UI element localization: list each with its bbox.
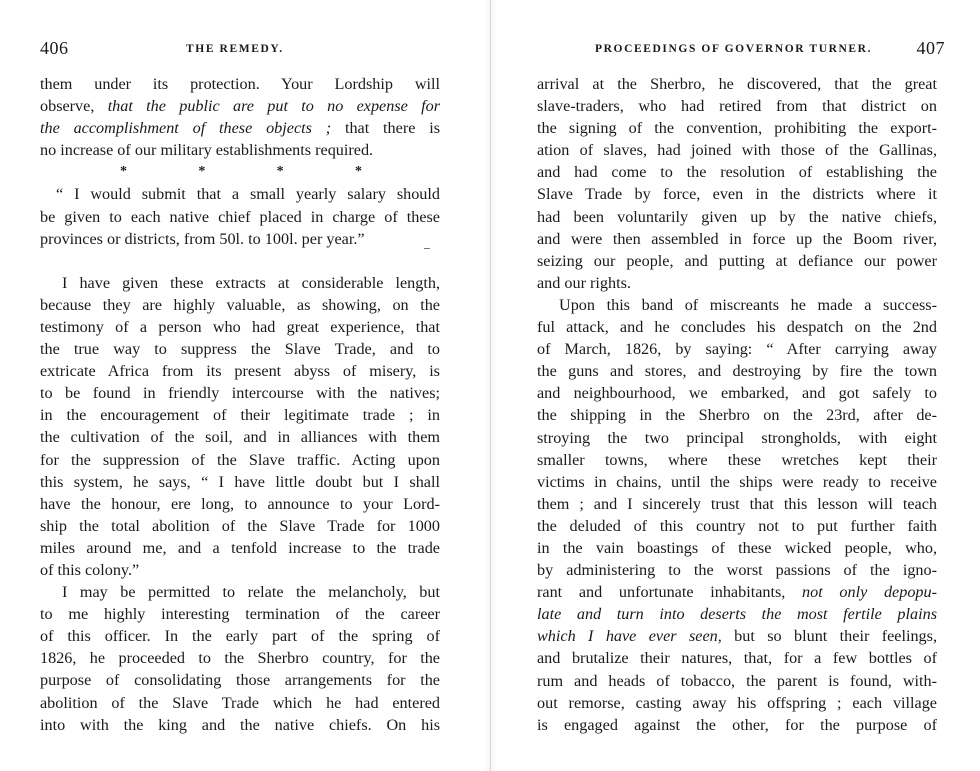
text-line: to be found in friendly intercourse with the natives; [40, 384, 440, 403]
text-line: victims in chains, until the ships were ready to receive [537, 472, 937, 491]
text-run: them under its protection. Your Lordship will [40, 75, 440, 93]
italic-text: which I have ever seen, [537, 627, 722, 646]
text-line: the cultivation of the soil, and in alliances with them [40, 428, 440, 447]
text-line: be given to each native chief placed in charge of these [40, 207, 440, 226]
text-run: but so blunt their feelings, [721, 627, 937, 646]
right-paragraph-1 [537, 73, 937, 294]
text-run: observe, [40, 97, 108, 116]
text-line: and neighbourhood, we embarked, and got safely to [537, 384, 937, 403]
text-line: ful attack, and he concludes his despatch on the 2nd [537, 318, 937, 337]
text-run: and brutalize their natures, that, for a few bottles of [537, 649, 937, 668]
italic-text: not only depopu- [802, 583, 937, 602]
text-line: the guns and stores, and destroying by fire the town [537, 362, 937, 381]
right-running-title: PROCEEDINGS OF GOVERNOR TURNER. [595, 43, 873, 55]
text-line [40, 73, 440, 95]
right-page [537, 0, 945, 771]
asterisk: * [276, 164, 284, 180]
text-line: stroying the two principal strongholds, with eight [537, 428, 937, 447]
text-line: I have given these extracts at considerable length, [62, 273, 440, 292]
text-line: of March, 1826, by saying: “ After carrying away [537, 340, 937, 359]
left-page [40, 0, 440, 771]
text-line [537, 647, 937, 669]
stray-mark [424, 248, 430, 249]
text-line: and our rights. [537, 273, 631, 292]
italic-text: that the public are put to no expense for [107, 97, 440, 116]
asterisk: * [120, 164, 127, 180]
text-run: out remorse, casting away his offspring ; each village [537, 693, 937, 712]
text-line: miles around me, and a tenfold increase to the trade [40, 538, 440, 557]
text-line: ship the total abolition of the Slave Trade for 1000 [40, 516, 440, 535]
text-line [40, 95, 440, 117]
left-running-title: THE REMEDY. [186, 43, 284, 55]
right-paragraph-2 [537, 294, 937, 581]
text-line: smaller towns, where these wretches kept their [537, 450, 937, 469]
left-running-head [40, 38, 440, 58]
text-run: rum and heads of tobacco, the parent is found, with- [537, 671, 937, 690]
text-line [40, 117, 440, 139]
text-run: rant and unfortunate inhabitants, [537, 583, 803, 602]
text-line [40, 139, 440, 161]
text-line: and had come to the resolution of establishing the [537, 163, 937, 182]
text-line [537, 714, 937, 736]
text-line: had been voluntarily given up by the native chiefs, [537, 207, 937, 226]
text-line: for the suppression of the Slave traffic. Acting upon [40, 450, 440, 469]
right-page-number: 407 [916, 38, 945, 58]
page-gutter [490, 0, 491, 771]
text-line: this system, he says, “ I have little doubt but I shall [40, 472, 440, 491]
italic-text: the accomplishment of these objects ; [40, 119, 332, 138]
text-run: is engaged against the other, for the purpose of [537, 715, 937, 734]
text-line: them ; and I sincerely trust that this lesson will teach [537, 494, 937, 513]
asterisk: * [198, 164, 206, 180]
text-line [537, 603, 937, 625]
text-run: no increase of our military establishments required. [40, 141, 374, 160]
left-paragraph-2 [40, 581, 440, 736]
text-line: and were then assembled in force up the Boom river, [537, 229, 937, 248]
left-page-number: 406 [40, 38, 69, 58]
text-line: Slave Trade by force, even in the districts where it [537, 185, 937, 204]
left-paragraph-1 [40, 272, 440, 581]
text-line [537, 670, 937, 692]
text-line: of this officer. In the early part of the spring of [40, 627, 440, 646]
paragraph-gap [40, 250, 440, 272]
text-line: ation of slaves, had joined with those of the Gallinas, [537, 141, 937, 160]
asterisk-separator [40, 161, 440, 183]
text-line: Upon this band of miscreants he made a success- [559, 295, 937, 314]
left-page-body [40, 73, 440, 736]
text-line: of this colony.” [40, 560, 140, 579]
text-run: that there is [331, 119, 440, 138]
text-line: abolition of the Slave Trade which he had entered [40, 693, 440, 712]
text-line: extricate Africa from its present abyss of misery, is [40, 362, 440, 381]
text-line: into with the king and the native chiefs. On his [40, 715, 440, 734]
text-line: slave-traders, who had retired from that district on [537, 97, 937, 116]
text-line: to me highly interesting termination of the career [40, 605, 440, 624]
text-line: the shipping in the Sherbro on the 23rd, after de- [537, 406, 937, 425]
text-line: the deluded of this country not to put further faith [537, 516, 937, 535]
asterisk: * [354, 164, 362, 180]
left-opening-lines [40, 73, 440, 161]
italic-text: late and turn into deserts the most fertile plains [537, 605, 937, 624]
text-line: arrival at the Sherbro, he discovered, that the great [537, 75, 937, 93]
text-line: 1826, he proceeded to the Sherbro country, for the [40, 649, 440, 668]
text-line: have the honour, ere long, to announce to your Lord- [40, 494, 440, 513]
text-line: the true way to suppress the Slave Trade, and to [40, 340, 440, 359]
text-line [537, 625, 937, 647]
text-line: in the vain boastings of these wicked people, who, [537, 538, 937, 557]
text-line: testimony of a person who had great experience, that [40, 317, 440, 336]
right-page-body [537, 73, 937, 736]
text-line: purpose of consolidating those arrangements for the [40, 671, 440, 690]
text-line: the signing of the convention, prohibiting the export- [537, 119, 937, 138]
quoted-extract [40, 183, 440, 249]
text-line [537, 581, 937, 603]
text-line [537, 692, 937, 714]
text-line: I may be permitted to relate the melancholy, but [62, 583, 440, 602]
text-line: provinces or districts, from 50l. to 100l. per year.” [40, 229, 365, 248]
text-line: in the encouragement of their legitimate trade ; in [40, 406, 440, 425]
text-line: because they are highly valuable, as showing, on the [40, 295, 440, 314]
text-line: “ I would submit that a small yearly salary should [56, 185, 440, 204]
text-line: seizing our people, and putting at defiance our power [537, 251, 937, 270]
right-paragraph-2-continued [537, 581, 937, 736]
right-running-head [537, 38, 945, 58]
text-line: by administering to the worst passions of the igno- [537, 561, 937, 580]
